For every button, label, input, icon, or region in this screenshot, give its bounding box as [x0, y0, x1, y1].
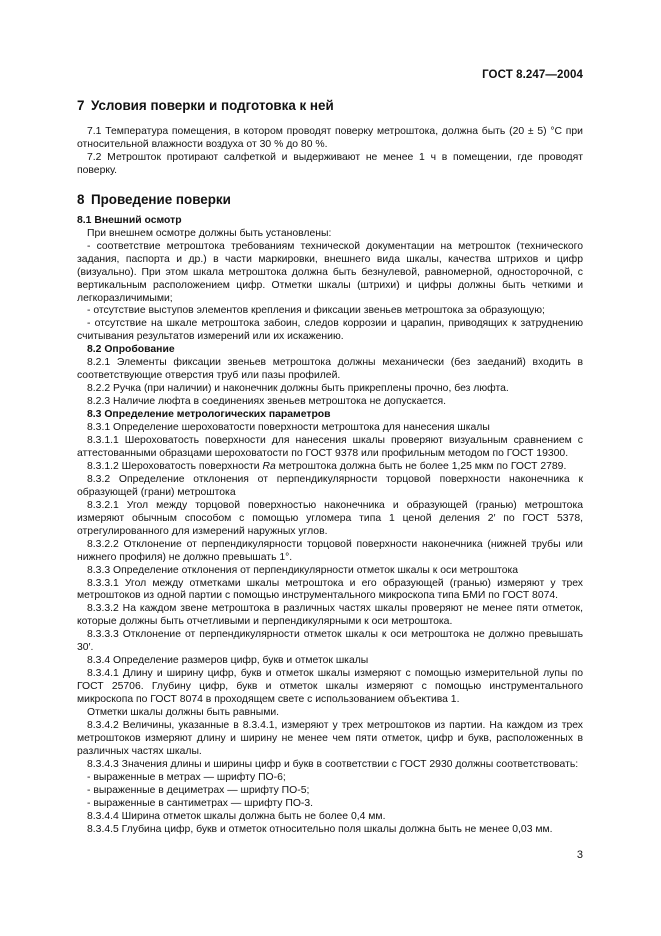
paragraph-8-3-1: 8.3.1 Определение шероховатости поверхности метроштока для нанесения шкалы	[87, 422, 490, 434]
paragraph-8-3-4-1: 8.3.4.1 Длину и ширину цифр, букв и отметок шкалы измеряют с помощью измерительной лупы по ГОСТ 25706. Глубину цифр, букв и отметок шкалы измеряют с помощью инструментального микроскопа по ГОСТ 8074 в проходящем свете с использованием объектива 1.	[77, 668, 583, 706]
paragraph-8-3-1-2-start: 8.3.1.2 Шероховатость поверхности	[87, 460, 263, 472]
paragraph-8-3-4-1-b: Отметки шкалы должны быть равными.	[87, 707, 280, 719]
section-8-number: 8	[77, 191, 85, 207]
list-item-decimeters: - выраженные в дециметрах — шрифту ПО-5;	[87, 784, 310, 796]
list-item-centimeters: - выраженные в сантиметрах — шрифту ПО-3.	[87, 797, 314, 809]
paragraph-8-1-a: - соответствие метроштока требованиям технической документации на метрошток (технического задания, паспорта и др.) в части маркировки, внешнего вида шкалы, качества штрихов и цифр (визуально). При этом шкала метроштока должна быть безнулевой, равномерной, односторочной, с вертикальным расположением цифр. Отметки шкалы (штрихи) и цифры должны быть четкими и легкоразличимыми;	[77, 240, 583, 304]
paragraph-8-3-4-5: 8.3.4.5 Глубина цифр, букв и отметок относительно поля шкалы должна быть не менее 0,03 мм.	[87, 823, 553, 835]
paragraph-7-2: 7.2 Метрошток протирают салфеткой и выдерживают не менее 1 ч в помещении, где проводят поверку.	[77, 151, 583, 176]
paragraph-8-3-3: 8.3.3 Определение отклонения от перпендикулярности отметок шкалы к оси метроштока	[87, 564, 519, 576]
paragraph-8-3-2-1: 8.3.2.1 Угол между торцовой поверхностью наконечника и образующей (гранью) метроштока измеряют обычным способом с помощью угломера типа 1 ценой деления 2′ по ГОСТ 5378, отрегулированного для измерений наружных углов.	[77, 499, 583, 537]
paragraph-8-3-4-2: 8.3.4.2 Величины, указанные в 8.3.4.1, измеряют у трех метроштоков из партии. На каждом из трех метроштоков измеряют длину и ширину не менее чем пяти отметок, цифр и букв, расположенных в различных частях шкалы.	[77, 719, 583, 757]
document-code: ГОСТ 8.247—2004	[482, 69, 583, 81]
roughness-symbol: Ra	[262, 460, 276, 472]
paragraph-8-3-1-2	[77, 461, 583, 474]
paragraph-8-3-1-2-end: метроштока должна быть не более 1,25 мкм по ГОСТ 2789.	[275, 460, 567, 472]
heading-8-1: 8.1 Внешний осмотр	[77, 214, 182, 226]
page-number: 3	[576, 849, 583, 861]
paragraph-8-2-1: 8.2.1 Элементы фиксации звеньев метроштока должны механически (без заеданий) входить в соответствующие отверстия труб или пазы профилей.	[77, 357, 583, 382]
paragraph-8-3-2-2: 8.3.2.2 Отклонение от перпендикулярности торцовой поверхности наконечника (нижней трубы или нижнего профиля) не должно превышать 1°.	[77, 538, 583, 563]
paragraph-8-3-2: 8.3.2 Определение отклонения от перпендикулярности торцовой поверхности наконечника к образующей (грани) метроштока	[77, 473, 583, 498]
paragraph-8-3-3-1: 8.3.3.1 Угол между отметками шкалы метроштока и его образующей (гранью) измеряют у трех метроштоков из одной партии с помощью инструментального микроскопа типа БМИ по ГОСТ 8074.	[77, 577, 583, 602]
section-7-heading	[77, 98, 583, 114]
section-7-title: Условия поверки и подготовка к ней	[91, 98, 334, 113]
paragraph-8-2-3: 8.2.3 Наличие люфта в соединениях звеньев метроштока не допускается.	[87, 396, 447, 408]
paragraph-7-1: 7.1 Температура помещения, в котором проводят поверку метроштока, должна быть (20 ± 5) °С при относительной влажности воздуха от 30 % до 80 %.	[77, 126, 583, 150]
list-item-meters: - выраженные в метрах — шрифту ПО-6;	[87, 771, 286, 783]
paragraph-8-1-intro: При внешнем осмотре должны быть установлены:	[87, 227, 332, 239]
heading-8-3: 8.3 Определение метрологических параметров	[87, 409, 331, 421]
paragraph-8-3-3-3: 8.3.3.3 Отклонение от перпендикулярности отметок шкалы к оси метроштока не должно превышать 30′.	[77, 629, 583, 654]
paragraph-8-3-1-1: 8.3.1.1 Шероховатость поверхности для нанесения шкалы проверяют визуальным сравнением с аттестованными образцами шероховатости по ГОСТ 9378 или профильным методом по ГОСТ 19300.	[77, 435, 583, 459]
paragraph-8-3-4-4: 8.3.4.4 Ширина отметок шкалы должна быть не более 0,4 мм.	[87, 810, 386, 822]
page-content	[77, 98, 583, 837]
paragraph-8-1-c: - отсутствие на шкале метроштока забоин, следов коррозии и царапин, приводящих к затруднению считывания результатов измерений или их искажению.	[77, 318, 583, 343]
section-8-heading	[77, 192, 583, 208]
paragraph-8-3-3-2: 8.3.3.2 На каждом звене метроштока в различных частях шкалы проверяют не менее пяти отметок, которые должны быть отчетливыми и перпендикулярными к оси метроштока.	[77, 603, 583, 628]
heading-8-2: 8.2 Опробование	[87, 344, 175, 356]
section-7-number: 7	[77, 98, 85, 113]
paragraph-8-3-4: 8.3.4 Определение размеров цифр, букв и отметок шкалы	[87, 655, 369, 667]
paragraph-8-1-b: - отсутствие выступов элементов крепления и фиксации звеньев метроштока за образующую;	[87, 305, 545, 317]
paragraph-8-3-4-3: 8.3.4.3 Значения длины и ширины цифр и букв в соответствии с ГОСТ 2930 должны соответствовать:	[87, 758, 579, 770]
section-8-title: Проведение поверки	[91, 191, 231, 207]
paragraph-8-2-2: 8.2.2 Ручка (при наличии) и наконечник должны быть прикреплены прочно, без люфта.	[87, 383, 509, 395]
